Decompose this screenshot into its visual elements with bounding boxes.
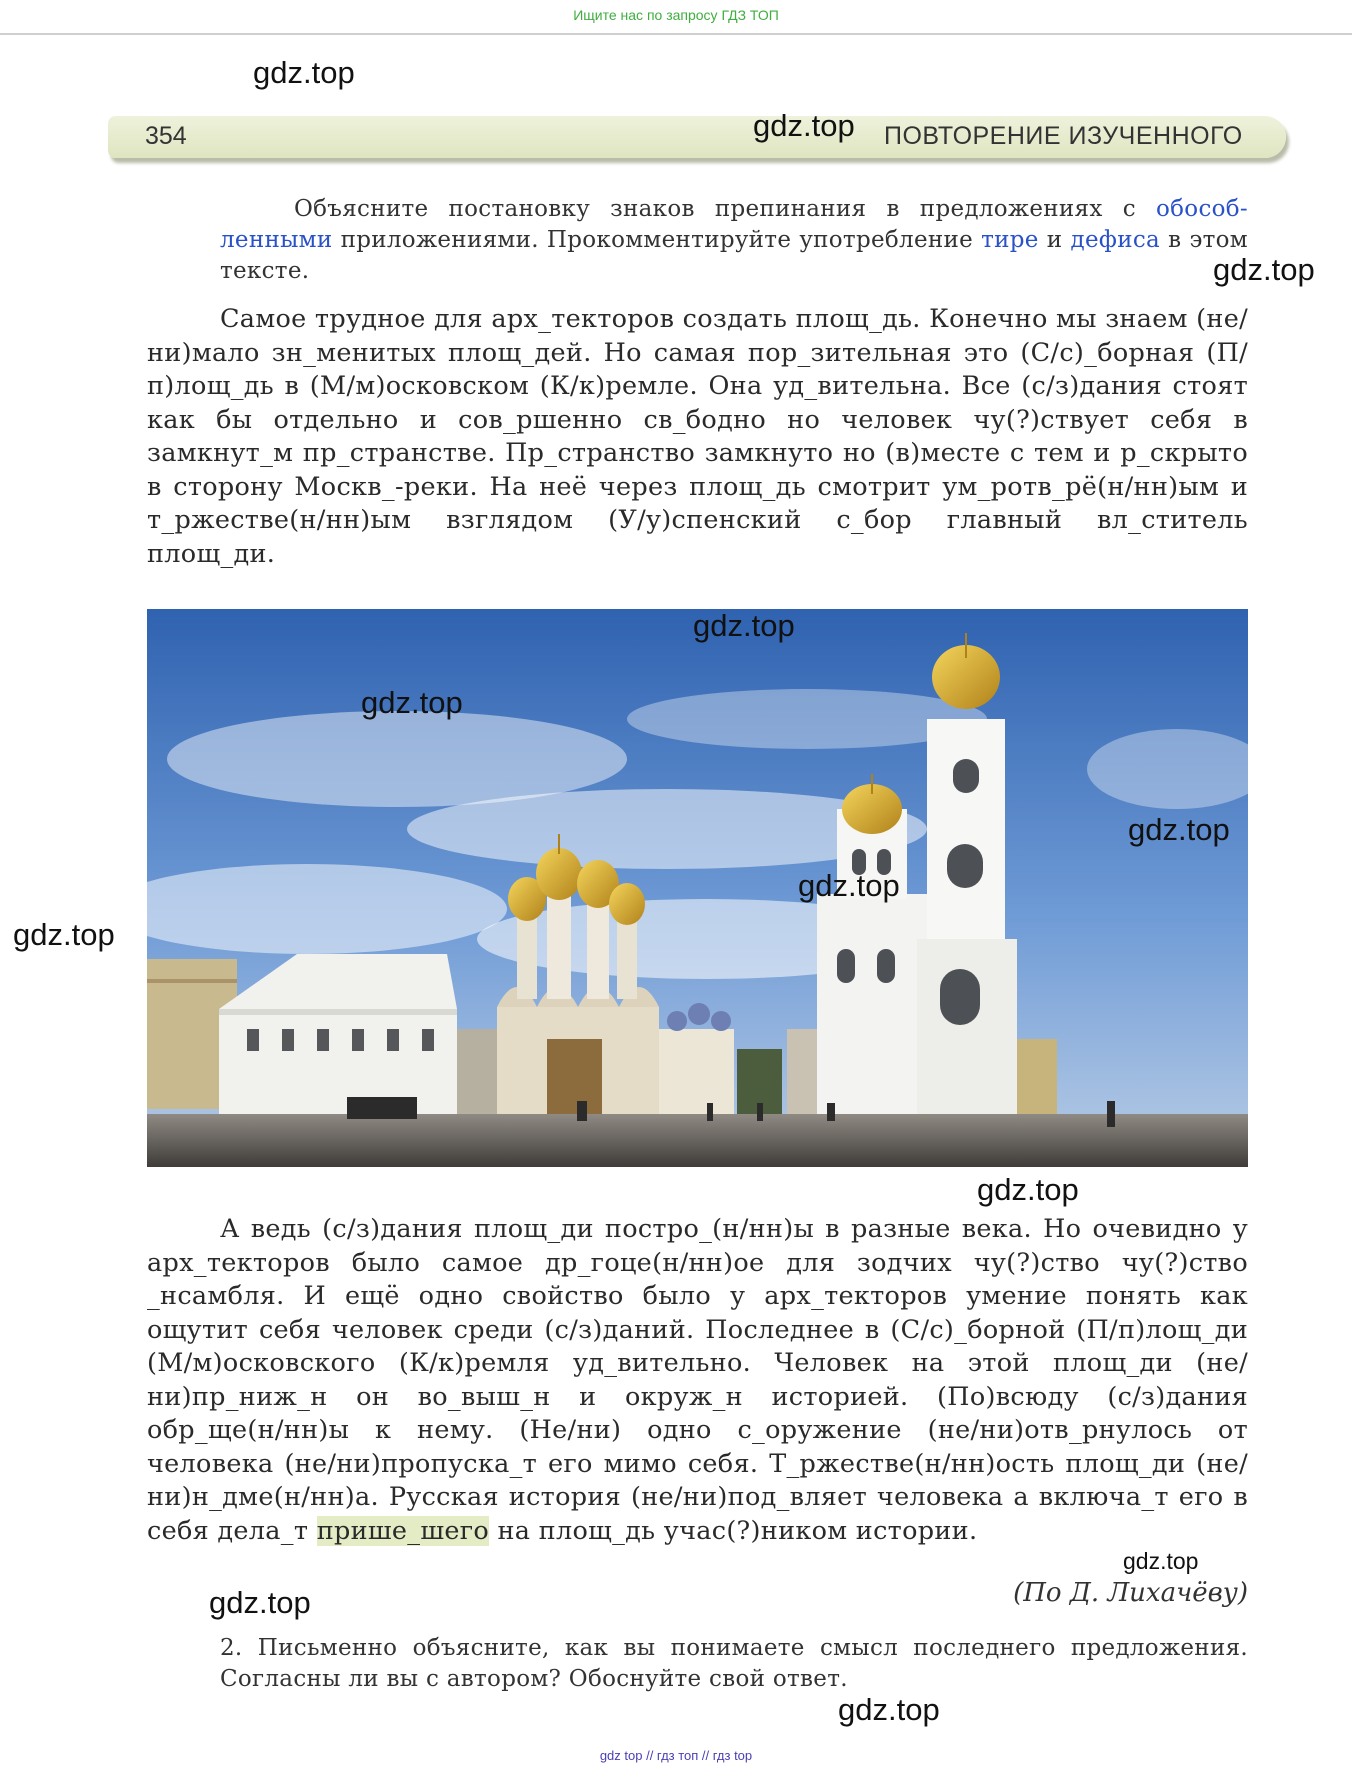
author-attribution: (По Д. Лихачёву) [1013,1578,1248,1608]
kremlin-cathedral-square-photo [147,609,1248,1167]
watermark: gdz.top [798,868,900,903]
task-text: Объясните постановку знаков препинания в предложениях с [294,196,1156,222]
top-banner[interactable]: Ищите нас по запросу ГДЗ ТОП [0,0,1352,35]
watermark: gdz.top [977,1172,1079,1207]
paragraph-2-text-end: на площ_дь учас(?)ником истории. [489,1515,978,1546]
term-link[interactable]: дефиса [1070,227,1161,253]
task-text: в этом тексте. [220,227,1248,284]
watermark: gdz.top [1213,252,1315,287]
watermark: gdz.top [253,55,355,90]
task-1-instruction [220,194,1248,287]
watermark: gdz.top [838,1692,940,1727]
watermark: gdz.top [1123,1548,1199,1574]
section-title: ПОВТОРЕНИЕ ИЗУЧЕННОГО [884,122,1243,150]
watermark: gdz.top [693,608,795,643]
paragraph-2-text: А ведь (с/з)дания площ_ди постро_(н/нн)ы в разные века. Но очевидно у арх_текторов было самое др_гоце(н/нн)ое для зодчих чу(?)ство чу(?)ство _нсамбля. И ещё одно свойство было у арх_текторов умение понять как ощутит себя человек среди (с/з)даний. Последнее в (С/с)_борной (П/п)лощ_ди (М/м)осковского (К/к)ремля уд_вительно. Человек на этой площ_ди (не/ни)пр_ниж_н он во_выш_н и окруж_н историей. (По)всюду (с/з)дания обр_ще(н/нн)ы к нему. (Не/ни) одно с_оружение (не/ни)отв_рнулось от человека (не/ни)пропуска_т его мимо себя. Т_ржестве(н/нн)ость площ_ди (не/ни)н_дме(н/нн)а. Русская история (не/ни)под_вляет человека а включа_т его в себя дела_т [147,1214,1248,1546]
task-2-text: 2. Письменно объясните, как вы понимаете смысл последнего предложения. Согласны ли вы с автором? Обоснуйте свой ответ. [220,1635,1248,1692]
term-link[interactable]: обособ-ленными [220,196,1248,253]
term-link[interactable]: тире [981,227,1039,253]
task-text: и [1038,227,1071,253]
highlighted-word: прише_шего [316,1515,490,1546]
task-2-instruction [220,1633,1248,1695]
watermark: gdz.top [753,108,855,143]
paragraph-2 [147,1213,1248,1548]
watermark: gdz.top [13,917,115,952]
watermark: gdz.top [361,685,463,720]
paragraph-1 [147,303,1248,571]
paragraph-1-text: Самое трудное для арх_текторов создать площ_дь. Конечно мы знаем (не/ни)мало зн_менитых площ_дей. Но самая пор_зительная это (С/с)_борная (П/п)лощ_дь в (М/м)осковском (К/к)ремле. Она уд_вительна. Все (с/з)дания стоят как бы отдельно и сов_ршенно св_бодно но человек чу(?)ствует себя в замкнут_м пр_странстве. Пр_странство замкнуто но (в)месте с тем и р_скрыто в сторону Москв_-реки. На неё через площ_дь смотрит ум_ротв_рё(н/нн)ым и т_ржестве(н/нн)ым взглядом (У/у)спенский с_бор главный вл_ститель площ_ди. [147,304,1248,569]
watermark: gdz.top [1128,812,1230,847]
bottom-links[interactable]: gdz top // гдз топ // гдз top [599,1748,753,1763]
watermark: gdz.top [209,1585,311,1620]
task-text: приложениями. Прокомментируйте употребление [332,227,982,253]
page-number: 354 [145,122,187,150]
